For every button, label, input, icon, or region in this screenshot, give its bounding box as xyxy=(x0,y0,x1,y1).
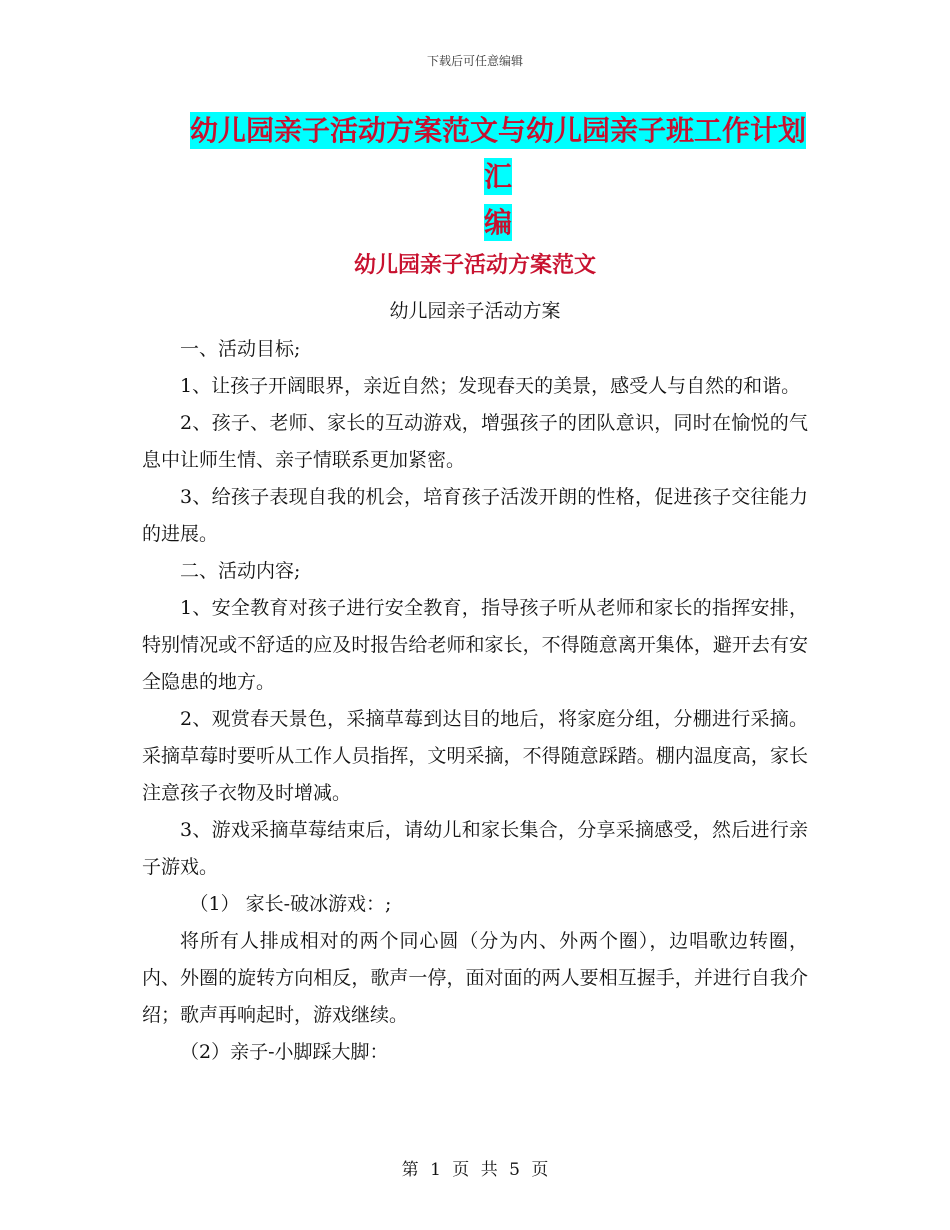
paragraph-game-2-title: （2）亲子-小脚踩大脚： xyxy=(180,1041,389,1063)
page-header: 下载后可任意编辑 xyxy=(426,54,523,68)
paragraph-game-1-title: （1） 家长-破冰游戏：; xyxy=(189,893,392,915)
body-text xyxy=(142,331,808,1071)
section-title: 幼儿园亲子活动方案范文 xyxy=(353,253,596,278)
paragraph-heading-content: 二、活动内容; xyxy=(180,560,301,582)
document-title-line-1: 幼儿园亲子活动方案范文与幼儿园亲子班工作计划汇 xyxy=(189,114,806,193)
document-title xyxy=(188,108,808,246)
paragraph-content-3: 3、游戏采摘草莓结束后，请幼儿和家长集合，分享采摘感受，然后进行亲子游戏。 xyxy=(142,819,808,878)
paragraph-heading-goals: 一、活动目标; xyxy=(180,338,301,360)
paragraph-goal-2: 2、孩子、老师、家长的互动游戏，增强孩子的团队意识，同时在愉悦的气息中让师生情、亲子情联系更加紧密。 xyxy=(142,412,808,471)
paragraph-goal-3: 3、给孩子表现自我的机会，培育孩子活泼开朗的性格，促进孩子交往能力的进展。 xyxy=(142,486,808,545)
paragraph-game-1-desc: 将所有人排成相对的两个同心圆（分为内、外两个圈），边唱歌边转圈，内、外圈的旋转方向相反，歌声一停，面对面的两人要相互握手，并进行自我介绍；歌声再响起时，游戏继续。 xyxy=(142,930,808,1026)
paragraph-goal-1: 1、让孩子开阔眼界，亲近自然；发现春天的美景，感受人与自然的和谐。 xyxy=(180,375,801,397)
paragraph-content-2: 2、观赏春天景色，采摘草莓到达目的地后，将家庭分组，分棚进行采摘。采摘草莓时要听从工作人员指挥，文明采摘，不得随意踩踏。棚内温度高，家长注意孩子衣物及时增减。 xyxy=(142,708,808,804)
page-footer: 第 1 页 共 5 页 xyxy=(401,1160,549,1180)
subtitle: 幼儿园亲子活动方案 xyxy=(389,300,561,322)
paragraph-content-1: 1、安全教育对孩子进行安全教育，指导孩子听从老师和家长的指挥安排，特别情况或不舒适的应及时报告给老师和家长，不得随意离开集体，避开去有安全隐患的地方。 xyxy=(142,597,808,693)
document-title-line-2: 编 xyxy=(483,206,512,239)
